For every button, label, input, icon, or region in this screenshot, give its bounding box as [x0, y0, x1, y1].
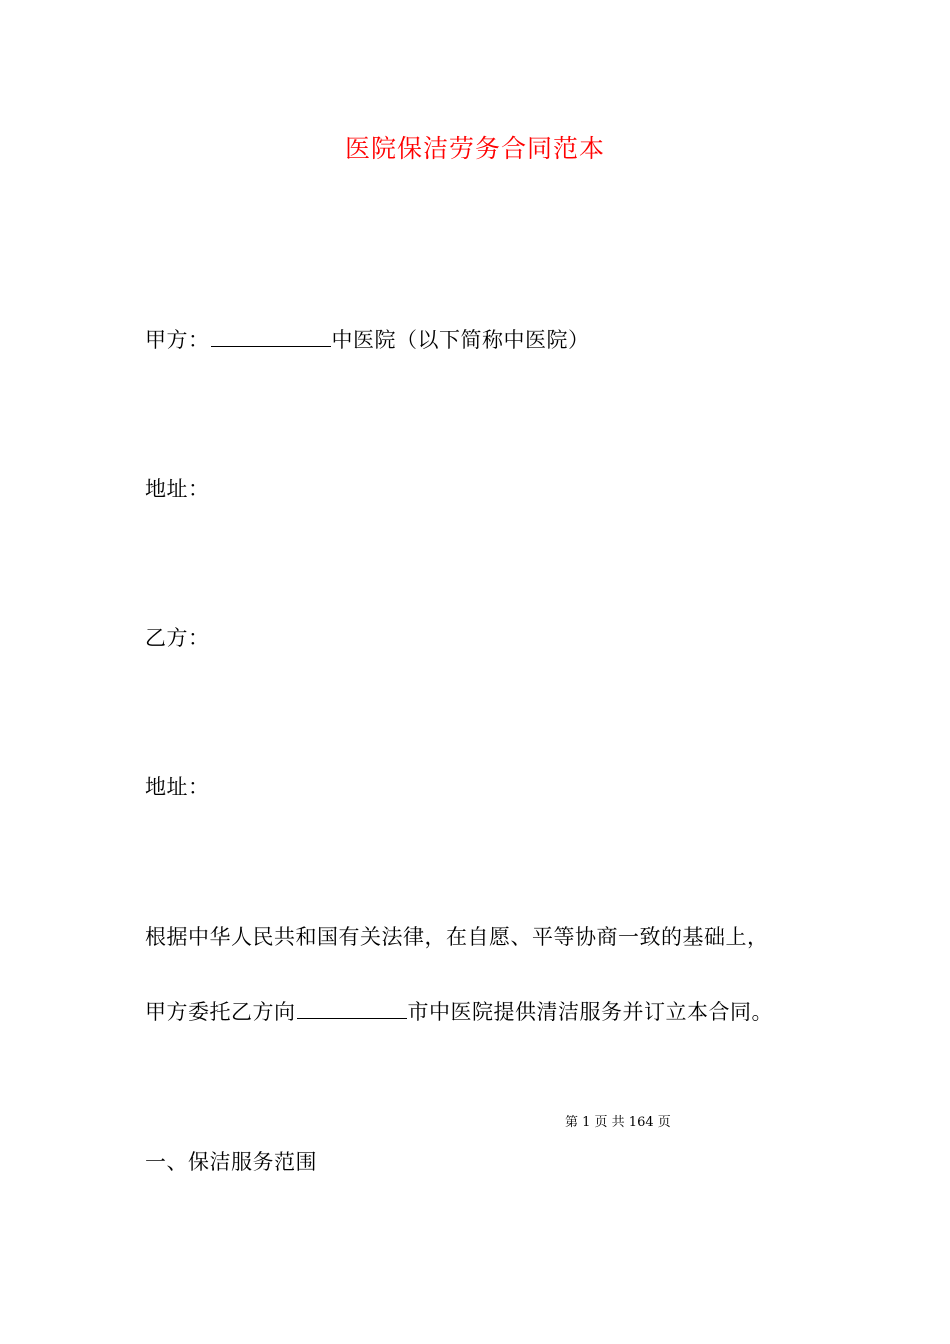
party-a-blank: [211, 345, 331, 347]
party-b-line: 乙方：: [145, 626, 210, 650]
page-number: 第 1 页 共 164 页: [565, 1115, 671, 1130]
intro-line-2-prefix: 甲方委托乙方向: [145, 1000, 296, 1024]
address-b-line: 地址：: [145, 775, 210, 799]
party-a-suffix: 中医院（以下简称中医院）: [331, 328, 590, 352]
intro-line-1: 根据中华人民共和国有关法律，在自愿、平等协商一致的基础上，: [145, 925, 769, 949]
address-a-line: 地址：: [145, 477, 210, 501]
party-a-line: [145, 325, 590, 355]
city-blank: [297, 1017, 407, 1019]
document-title: 医院保洁劳务合同范本: [344, 134, 605, 163]
intro-line-2-suffix: 市中医院提供清洁服务并订立本合同。: [407, 1000, 773, 1024]
section-heading: 一、保洁服务范围: [145, 1150, 317, 1174]
party-a-label: 甲方：: [145, 328, 210, 352]
intro-line-2: [145, 997, 773, 1027]
